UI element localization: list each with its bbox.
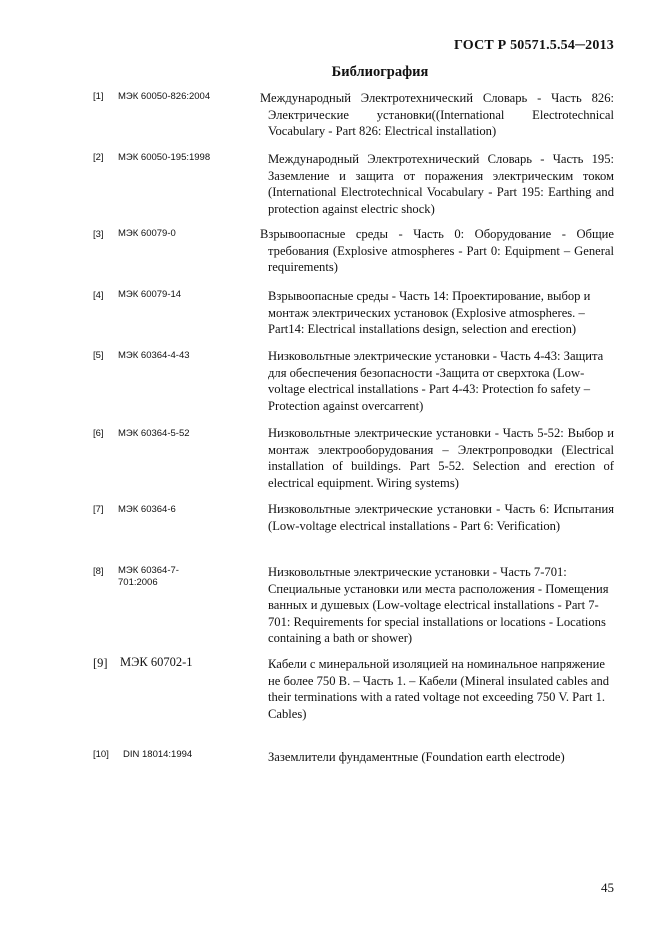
reference-code: DIN 18014:1994 bbox=[123, 749, 193, 760]
reference-number: [3] bbox=[93, 229, 104, 240]
reference-number: [2] bbox=[93, 152, 104, 163]
reference-text: Низковольтные электрические установки - Часть 4-43: Защита для обеспечения безопасности -Защита от сверхтока (Low-voltage electrical installations - Part 4-43: Protection fo safety –Protection against overcarrent) bbox=[268, 349, 604, 413]
reference-code: МЭК 60364-4-43 bbox=[118, 350, 190, 361]
reference-code: МЭК 60364-6 bbox=[118, 504, 176, 515]
reference-number: [5] bbox=[93, 350, 104, 361]
page-title: Библиография bbox=[331, 64, 429, 80]
reference-text: Низковольтные электрические установки - Часть 5-52: Выбор и монтаж электрооборудования – Электропроводки (Electrical installation of buildings. Part 5-52. Selection and erection of electrical equipment. Wiring systems) bbox=[268, 426, 614, 490]
reference-number: [10] bbox=[93, 749, 109, 760]
reference-text: Кабели с минеральной изоляцией на номинальное напряжение не более 750 В. – Часть 1. – Кабели (Mineral insulated cables and their terminations with a rated voltage not exceeding 750 V. Part 1. Cables) bbox=[268, 657, 610, 721]
reference-text: Низковольтные электрические установки - Часть 6: Испытания (Low-voltage electrical installations - Part 6: Verification) bbox=[268, 502, 614, 533]
reference-number: [4] bbox=[93, 290, 104, 301]
reference-text: Международный Электротехнический Словарь - Часть 826: Электрические установки((International Electrotechnical Vocabulary - Part 826: Electrical installation) bbox=[260, 91, 614, 138]
reference-code: МЭК 60079-0 bbox=[118, 228, 176, 239]
reference-text: Международный Электротехнический Словарь - Часть 195: Заземление и защита от поражения электрическим током (International Electrotechnical Vocabulary - Part 195: Earthing and protection against electric shock) bbox=[268, 152, 614, 216]
reference-code: МЭК 60364-5-52 bbox=[118, 428, 190, 439]
standard-code: ГОСТ Р 50571.5.54─2013 bbox=[454, 38, 614, 53]
reference-code: МЭК 60702-1 bbox=[120, 655, 193, 669]
reference-code: МЭК 60050-195:1998 bbox=[118, 152, 211, 163]
reference-number: [7] bbox=[93, 504, 104, 515]
reference-number: [8] bbox=[93, 566, 104, 577]
reference-text: Взрывоопасные среды - Часть 0: Оборудование - Общие требования (Explosive atmospheres - Part 0: Equipment – General requirements) bbox=[260, 227, 614, 274]
reference-text: Взрывоопасные среды - Часть 14: Проектирование, выбор и монтаж электрических установок (Explosive atmospheres. – Part14: Electrical installations design, selection and erection) bbox=[268, 289, 591, 336]
reference-number: [1] bbox=[93, 91, 104, 102]
reference-text: Заземлители фундаментные (Foundation earth electrode) bbox=[268, 750, 565, 764]
reference-code: МЭК 60050-826:2004 bbox=[118, 91, 211, 102]
reference-code: МЭК 60364-7-701:2006 bbox=[118, 565, 179, 588]
reference-code: МЭК 60079-14 bbox=[118, 289, 182, 300]
reference-number: [6] bbox=[93, 428, 104, 439]
reference-text: Низковольтные электрические установки - Часть 7-701: Специальные установки или места расположения - Помещения ванных и душевых (Low-voltage electrical installations - Part 7-701: Requirements for special installations or locations - Locations containing a bath or shower) bbox=[268, 565, 609, 645]
page-number: 45 bbox=[601, 880, 614, 895]
reference-number: [9] bbox=[93, 656, 108, 670]
